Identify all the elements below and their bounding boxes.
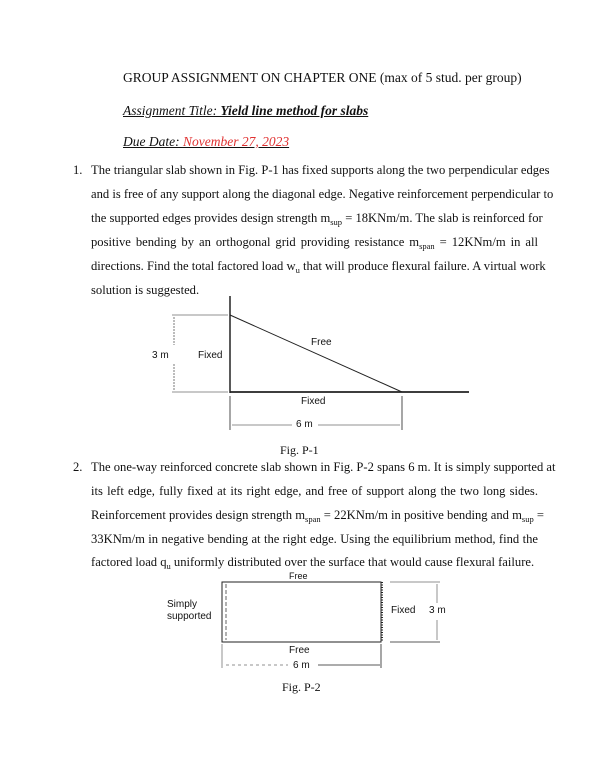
text: the supported edges provides design strength m — [91, 211, 331, 225]
fig-p2-caption: Fig. P-2 — [282, 680, 321, 694]
fig-p1-fixed-bottom-label: Fixed — [301, 396, 326, 407]
problem-2-line: its left edge, fully fixed at its right edge, and free of support along the two long sides. — [91, 484, 538, 498]
subscript: span — [419, 241, 435, 251]
assignment-header: GROUP ASSIGNMENT ON CHAPTER ONE (max of 5 stud. per group) — [123, 70, 522, 85]
assignment-title: Yield line method for slabs — [220, 103, 369, 118]
text: directions. Find the total factored load w — [91, 259, 296, 273]
fig-p2-free-bottom-label: Free — [289, 645, 310, 656]
subscript: sup — [330, 217, 343, 227]
figure-p2 — [222, 582, 440, 668]
figure-p1 — [172, 296, 469, 430]
text: = — [533, 508, 544, 522]
fig-p1-caption: Fig. P-1 — [280, 443, 319, 457]
problem-1-line: and is free of any support along the diagonal edge. Negative reinforcement perpendicular to — [91, 187, 554, 201]
slab-rectangle — [222, 582, 381, 642]
fig-p2-fixed-label: Fixed — [391, 605, 416, 616]
free-diagonal-edge — [230, 315, 402, 392]
problem-2-number: 2. — [73, 460, 83, 474]
fig-p1-free-label: Free — [311, 337, 332, 348]
text: factored load q — [91, 555, 167, 569]
subscript: span — [305, 514, 321, 524]
fig-p1-height-label: 3 m — [152, 350, 169, 361]
subscript: sup — [521, 514, 534, 524]
due-date-label: Due Date: — [123, 134, 183, 149]
assignment-title-label: Assignment Title: — [123, 103, 221, 118]
text: = 12KNm/m in all — [434, 235, 538, 249]
fig-p2-width-label: 6 m — [293, 660, 310, 671]
text: = 18KNm/m. The slab is reinforced for — [342, 211, 543, 225]
subscript: u — [166, 561, 171, 571]
fig-p1-width-label: 6 m — [296, 419, 313, 430]
due-date: November 27, 2023 — [182, 134, 290, 149]
text: Reinforcement provides design strength m — [91, 508, 306, 522]
fig-p2-free-top-label: Free — [289, 571, 308, 581]
fig-p2-simply-label: Simply — [167, 599, 198, 610]
fig-p2-height-label: 3 m — [429, 605, 446, 616]
text: uniformly distributed over the surface that would cause flexural failure. — [170, 555, 535, 569]
fig-p2-supported-label: supported — [167, 611, 212, 622]
problem-1-line: The triangular slab shown in Fig. P-1 has fixed supports along the two perpendicular edges — [91, 163, 550, 177]
text: = 22KNm/m in positive bending and m — [320, 508, 522, 522]
problem-2-line: The one-way reinforced concrete slab shown in Fig. P-2 spans 6 m. It is simply supported at — [91, 460, 556, 474]
problem-1-line: solution is suggested. — [91, 283, 200, 297]
subscript: u — [295, 265, 300, 275]
fig-p1-fixed-left-label: Fixed — [198, 350, 223, 361]
text: that will produce flexural failure. A virtual work — [299, 259, 546, 273]
problem-2-line — [91, 508, 544, 524]
problem-2-line — [91, 555, 538, 569]
problem-1-number: 1. — [73, 163, 83, 177]
text: positive bending by an orthogonal grid providing resistance m — [91, 235, 420, 249]
problem-2-line: 33KNm/m in negative bending at the right edge. Using the equilibrium method, find the — [91, 532, 538, 546]
